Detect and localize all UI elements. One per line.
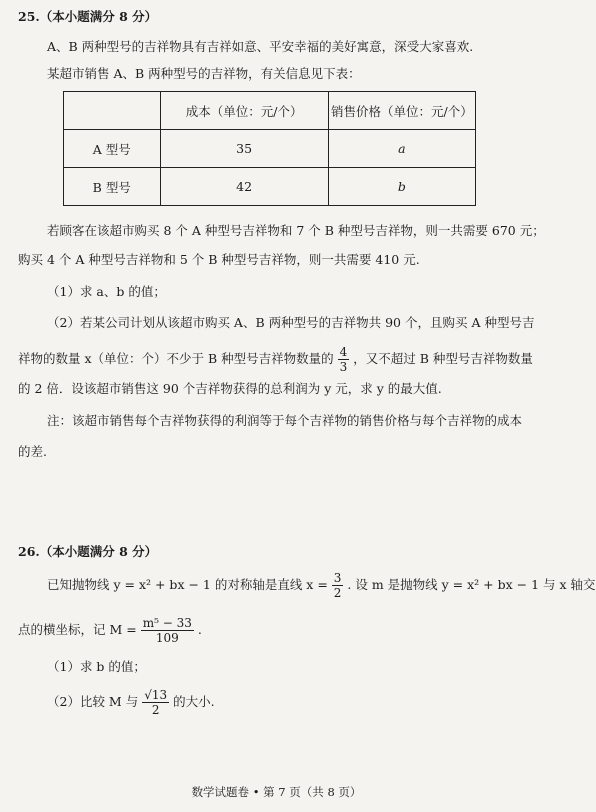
text-segment: 的大小. [173, 694, 215, 709]
table-header-row [64, 92, 476, 130]
table-cell: a [328, 130, 475, 168]
q25-paragraph-1: 若顾客在该超市购买 8 个 A 种型号吉祥物和 7 个 B 种型号吉祥物，则一共需要 670 元； [47, 223, 545, 238]
table-cell: B 型号 [64, 168, 161, 206]
table-cell: A 型号 [64, 130, 161, 168]
q26-header: 26.（本小题满分 8 分） [18, 544, 158, 559]
q25-sub-question-2-line2 [18, 343, 533, 375]
fraction [338, 345, 350, 374]
fraction [142, 688, 169, 717]
q26-sub-question-1: （1）求 b 的值； [47, 659, 146, 674]
q25-note-cont: 的差. [18, 444, 47, 459]
table-header-cell: 销售价格（单位：元/个） [328, 92, 475, 130]
fraction-numerator: m⁵ − 33 [142, 616, 192, 630]
q25-intro: A、B 两种型号的吉祥物具有吉祥如意、平安幸福的美好寓意，深受大家喜欢. [47, 39, 474, 54]
fraction-denominator: 2 [333, 586, 342, 600]
table-row [64, 130, 476, 168]
q25-intro2: 某超市销售 A、B 两种型号的吉祥物，有关信息见下表： [47, 66, 361, 81]
table-cell: 35 [160, 130, 328, 168]
fraction-denominator: 3 [339, 360, 348, 374]
fraction [332, 571, 344, 600]
q26-line-1 [47, 569, 596, 601]
text-segment: 已知抛物线 y = x² + bx − 1 的对称轴是直线 x = [47, 577, 328, 592]
q25-header: 25.（本小题满分 8 分） [18, 9, 158, 24]
table-row [64, 168, 476, 206]
table-header-cell [64, 92, 161, 130]
text-segment: . [197, 622, 202, 637]
table-header-cell: 成本（单位：元/个） [160, 92, 328, 130]
fraction-denominator: 109 [155, 631, 179, 645]
page-footer: 数学试题卷 • 第 7 页（共 8 页） [191, 785, 362, 799]
table-cell: 42 [160, 168, 328, 206]
fraction-numerator: √13 [144, 688, 168, 702]
q25-sub-question-2-line3: 的 2 倍．设该超市销售这 90 个吉祥物获得的总利润为 y 元，求 y 的最大值. [18, 381, 442, 396]
fraction-numerator: 4 [339, 345, 348, 359]
q26-line-2 [18, 614, 202, 646]
fraction [141, 616, 194, 645]
q25-paragraph-2: 购买 4 个 A 种型号吉祥物和 5 个 B 种型号吉祥物，则一共需要 410 元. [18, 252, 420, 267]
fraction-denominator: 2 [151, 703, 160, 717]
q25-sub-question-2: （2）若某公司计划从该超市购买 A、B 两种型号的吉祥物共 90 个，且购买 A 种型号吉 [47, 315, 535, 330]
text-segment: ，又不超过 B 种型号吉祥物数量 [353, 351, 533, 366]
text-segment: 祥物的数量 x（单位：个）不少于 B 种型号吉祥物数量的 [18, 351, 334, 366]
q25-sub-question-1: （1）求 a、b 的值； [47, 284, 166, 299]
q25-note: 注：该超市销售每个吉祥物获得的利润等于每个吉祥物的销售价格与每个吉祥物的成本 [47, 413, 523, 428]
text-segment: （2）比较 M 与 [47, 694, 139, 709]
q26-sub-question-2 [47, 686, 215, 718]
price-table [63, 91, 476, 206]
text-segment: 点的横坐标，记 M = [18, 622, 137, 637]
table-cell: b [328, 168, 475, 206]
text-segment: . 设 m 是抛物线 y = x² + bx − 1 与 x 轴交 [347, 577, 596, 592]
fraction-numerator: 3 [333, 571, 342, 585]
